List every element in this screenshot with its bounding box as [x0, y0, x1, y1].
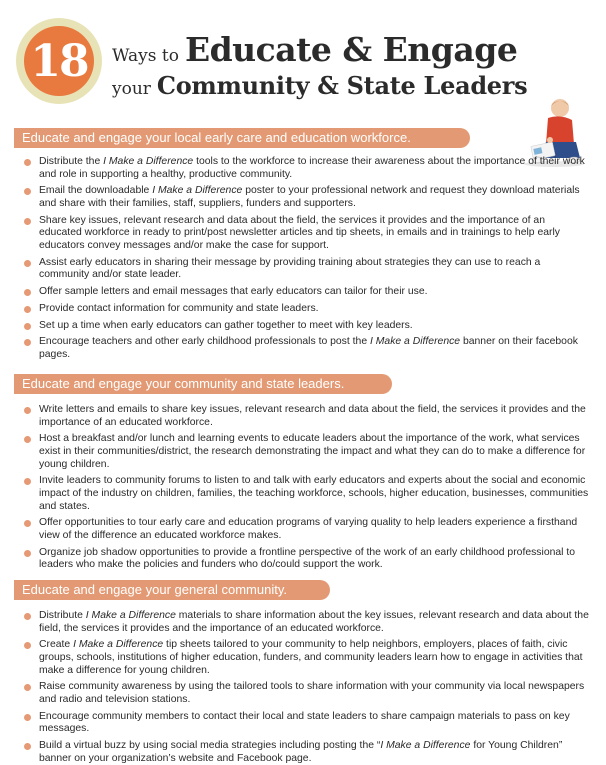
list-item: Offer opportunities to tour early care and education programs of varying quality to help leaders experience a firsthand view of the difference an educated workforce makes. — [22, 517, 590, 542]
page-title — [112, 30, 592, 100]
bullet-icon — [24, 289, 31, 296]
list-item: Build a virtual buzz by using social media strategies including posting the “I Make a Difference for Young Children” banner on your organization’s website and Facebook page. — [22, 740, 590, 765]
section-heading-community: Educate and engage your general community. — [14, 580, 330, 600]
bullet-icon — [24, 323, 31, 330]
badge-number: 18 — [24, 26, 94, 96]
list-item: Email the downloadable I Make a Difference poster to your professional network and request they download materials and share with their families, staff, suppliers, funders and supporters. — [22, 185, 590, 210]
bullet-icon — [24, 218, 31, 225]
bullet-icon — [24, 159, 31, 166]
title-sub: Community & State Leaders — [156, 71, 528, 100]
bullet-icon — [24, 339, 31, 346]
list-item: Write letters and emails to share key issues, relevant research and data about the field, the services it provides and the importance of an educated workforce. — [22, 404, 590, 429]
list-workforce — [22, 156, 590, 366]
list-item: Provide contact information for community and state leaders. — [22, 303, 590, 316]
bullet-icon — [24, 520, 31, 527]
section-heading-leaders: Educate and engage your community and state leaders. — [14, 374, 392, 394]
bullet-icon — [24, 684, 31, 691]
title-your: your — [112, 79, 151, 99]
list-item: Host a breakfast and/or lunch and learning events to educate leaders about the importance of the work, what services exist in their communities/district, the research demonstrating the impact and what they can do to make a difference for young children. — [22, 433, 590, 471]
list-item: Distribute the I Make a Difference tools to the workforce to increase their awareness about the importance of their work and role in supporting a healthy, productive community. — [22, 156, 590, 181]
bullet-icon — [24, 436, 31, 443]
list-item: Assist early educators in sharing their message by providing training about strategies they can use to reach a community and/or state leader. — [22, 257, 590, 282]
list-item: Organize job shadow opportunities to provide a frontline perspective of the work of an early childhood professional to leaders who make the policies and funders who do/could support the work. — [22, 547, 590, 572]
list-leaders — [22, 404, 590, 576]
list-item: Share key issues, relevant research and data about the field, the services it provides and the importance of an educated workforce in ready to print/post newsletter articles and tip sheets, in emails and in trainings to help early educators convey messages and/or make the case for support. — [22, 215, 590, 253]
list-item: Set up a time when early educators can gather together to meet with key leaders. — [22, 320, 590, 333]
list-item: Invite leaders to community forums to listen to and talk with early educators and experts about the social and economic impact of the industry on children, families, the teaching workforce, schools, higher education, businesses, communities and states. — [22, 475, 590, 513]
list-community — [22, 610, 590, 765]
list-item: Offer sample letters and email messages that early educators can tailor for their use. — [22, 286, 590, 299]
list-item: Encourage community members to contact their local and state leaders to share campaign materials to pass on key messages. — [22, 711, 590, 736]
bullet-icon — [24, 642, 31, 649]
title-ways-to: Ways to — [112, 46, 179, 66]
title-main: Educate & Engage — [184, 30, 518, 69]
list-item: Encourage teachers and other early childhood professionals to post the I Make a Difference banner on their facebook pages. — [22, 336, 590, 361]
bullet-icon — [24, 188, 31, 195]
number-badge — [16, 18, 102, 104]
bullet-icon — [24, 260, 31, 267]
list-item: Raise community awareness by using the tailored tools to share information with your community via local newspapers and radio and television stations. — [22, 681, 590, 706]
bullet-icon — [24, 613, 31, 620]
bullet-icon — [24, 407, 31, 414]
bullet-icon — [24, 743, 31, 750]
list-item: Distribute I Make a Difference materials to share information about the key issues, relevant research and data about the field, the services it provides and the importance of an educated workforce. — [22, 610, 590, 635]
section-heading-workforce: Educate and engage your local early care and education workforce. — [14, 128, 470, 148]
bullet-icon — [24, 478, 31, 485]
bullet-icon — [24, 714, 31, 721]
bullet-icon — [24, 550, 31, 557]
bullet-icon — [24, 306, 31, 313]
list-item: Create I Make a Difference tip sheets tailored to your community to help neighbors, employers, places of faith, civic groups, schools, institutions of higher education, funders, and community leaders learn how to engage in activities that make a difference for young children. — [22, 639, 590, 677]
